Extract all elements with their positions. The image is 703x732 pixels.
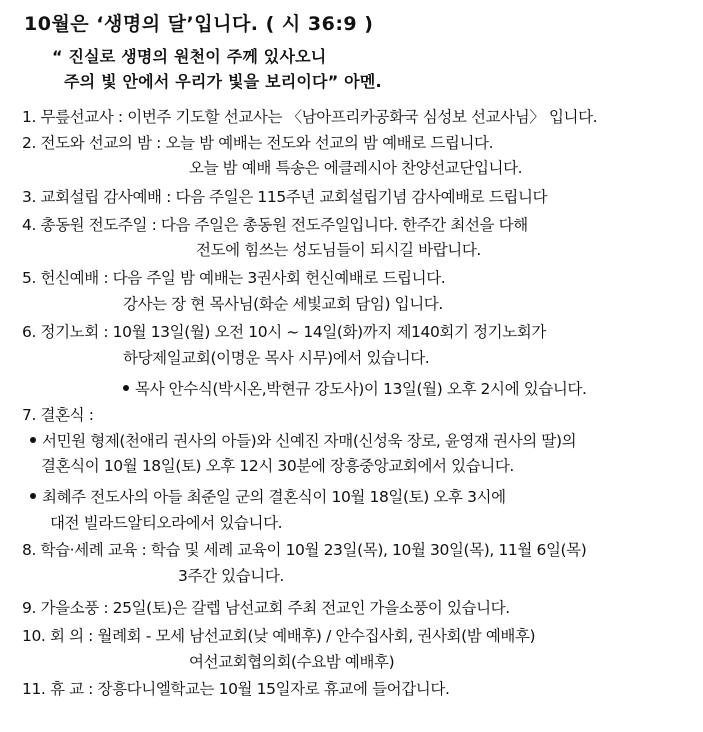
page-title: 10월은 ‘생명의 달’입니다. ( 시 36:9 ) [24, 13, 374, 35]
notice-10-line: 10. 회 의 : 월례회 - 모세 남선교회(낮 예배후) / 안수집사회, 권사회(밤 예배후) [22, 627, 536, 645]
notice-2-line: 2. 전도와 선교의 밤 : 오늘 밤 예배는 전도와 선교의 밤 예배로 드립니다. [22, 134, 494, 152]
bullet-icon [123, 385, 129, 391]
notice-6-line: 하당제일교회(이명운 목사 시무)에서 있습니다. [123, 349, 430, 367]
notice-9-line: 9. 가을소풍 : 25일(토)은 갈렙 남선교회 주최 전교인 가을소풍이 있습니다. [22, 599, 510, 617]
notice-3-line: 3. 교회설립 감사예배 : 다음 주일은 115주년 교회설립기념 감사예배로 드립니다 [22, 188, 548, 206]
notice-1-line: 1. 무릎선교사 : 이번주 기도할 선교사는 〈남아프리카공화국 심성보 선교사님〉 입니다. [22, 108, 598, 126]
bullet-icon [30, 493, 36, 499]
verse-line: 주의 빛 안에서 우리가 빛을 보리이다” 아멘. [64, 72, 382, 91]
notice-5-line: 5. 헌신예배 : 다음 주일 밤 예배는 3권사회 헌신예배로 드립니다. [22, 269, 446, 287]
notice-7-bullet-line: 서민원 형제(천애리 권사의 아들)와 신예진 자매(신성욱 장로, 윤영재 권사의 딸)의 [30, 431, 576, 451]
notice-7-line: 결혼식이 10월 18일(토) 오후 12시 30분에 장흥중앙교회에서 있습니다. [41, 457, 514, 475]
notice-7-line: 7. 결혼식 : [22, 406, 94, 424]
notice-5-line: 강사는 장 현 목사님(화순 세빛교회 담임) 입니다. [123, 295, 443, 313]
notice-7-bullet-line: 최혜주 전도사의 아들 최준일 군의 결혼식이 10월 18일(토) 오후 3시에 [30, 487, 506, 507]
notice-8-line: 8. 학습·세례 교육 : 학습 및 세례 교육이 10월 23일(목), 10월 30일(목), 11월 6일(목) [22, 541, 587, 559]
notice-11-line: 11. 휴 교 : 장흥다니엘학교는 10월 15일자로 휴교에 들어갑니다. [22, 680, 450, 698]
verse-line: “ 진실로 생명의 원천이 주께 있사오니 [52, 47, 327, 66]
bullet-icon [30, 437, 36, 443]
notice-6-line: 6. 정기노회 : 10월 13일(월) 오전 10시 ~ 14일(화)까지 제140회기 정기노회가 [22, 323, 546, 341]
notice-4-line: 4. 총동원 전도주일 : 다음 주일은 총동원 전도주일입니다. 한주간 최선을 다해 [22, 216, 528, 234]
notice-10-line: 여선교회협의회(수요밤 예배후) [189, 653, 395, 671]
notice-4-line: 전도에 힘쓰는 성도님들이 되시길 바랍니다. [196, 241, 481, 259]
notice-2-line: 오늘 밤 예배 특송은 에클레시아 찬양선교단입니다. [189, 159, 523, 177]
notice-8-line: 3주간 있습니다. [178, 567, 284, 585]
notice-7-line: 대전 빌라드알티오라에서 있습니다. [50, 514, 283, 532]
notice-6-bullet-line: 목사 안수식(박시온,박현규 강도사)이 13일(월) 오후 2시에 있습니다. [123, 379, 587, 399]
